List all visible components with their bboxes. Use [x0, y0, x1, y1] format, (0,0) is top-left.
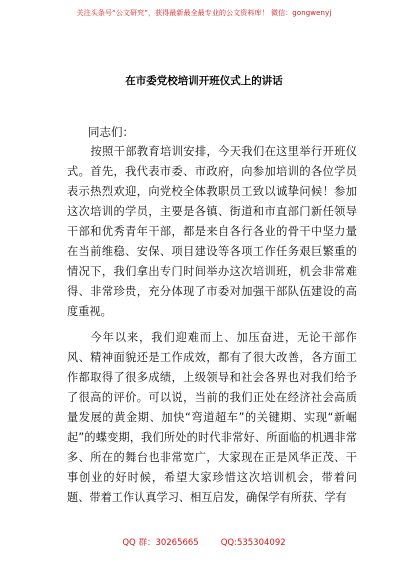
body-paragraph-1: 按照干部教育培训安排，今天我们在这里举行开班仪式。首先，我代表市委、市政府，向参加培训的各位学员表示热烈欢迎，向党校全体教职员工致以诚挚问候！参加这次培训的学员，主要是各镇、街道和市直部门新任领导干部和优秀青年干部，都是来自各行各业的骨干中坚力量在当前维稳、安保、项目建设等各项工作任务艰巨繁重的情况下，我们拿出专门时间举办这次培训班，机会非常难得、非常珍贵，充分体现了市委对加强干部队伍建设的高度重视。 — [67, 145, 357, 318]
greeting-text: 同志们： — [88, 125, 134, 139]
footer-qq-group: QQ 群：30265665 — [122, 538, 199, 548]
header-promo-text: 关注头条号“公文研究”，获得最新最全最专业的公文资料库！ 微信：gongwenyj — [76, 9, 332, 17]
footer-qq: QQ:535304092 — [220, 538, 286, 548]
body-paragraph-2: 今年以来，我们迎难而上、加压奋进，无论干部作风、精神面貌还是工作成效，都有了很大改善，各方面工作都取得了很多成绩，上级领导和社会各界也对我们给予了很高的评价。可以说，当前的我们正处在经济社会高质量发展的黄金期、加快“弯道超车”的关键期、实现“新崛起”的蝶变期，我们所处的时代非常好、所面临的机遇非常多、所在的舞台也非常宽广，大家现在正是风华正茂、干事创业的好时候，希望大家珍惜这次培训机会，带着问题、带着工作认真学习、相互启发，确保学有所获、学有 — [67, 331, 357, 504]
footer-contact — [0, 536, 408, 548]
document-title: 在市委党校培训开班仪式上的讲话 — [125, 75, 283, 87]
